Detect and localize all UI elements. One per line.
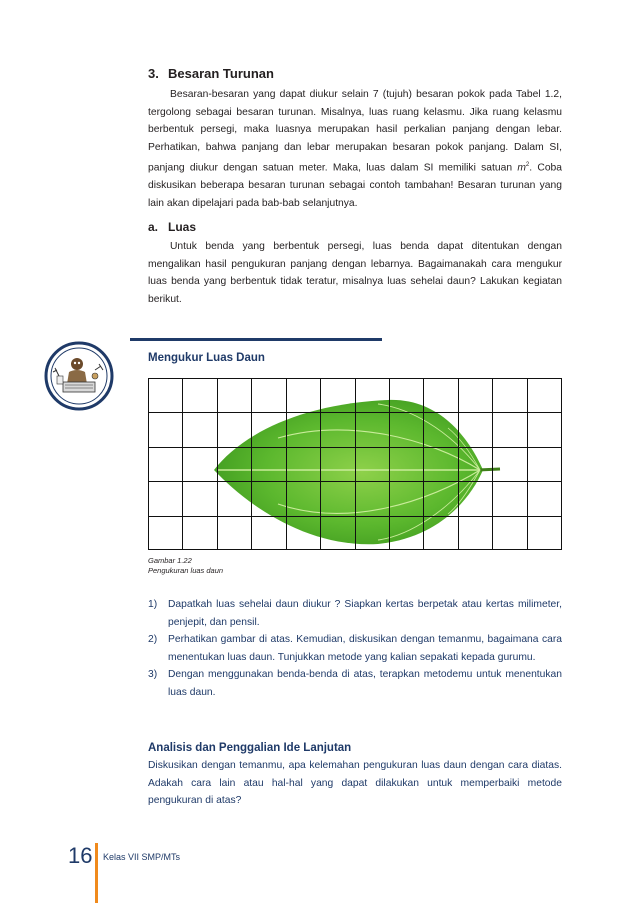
step-text: Dapatkah luas sehelai daun diukur ? Siapkan kertas berpetak atau kertas milimeter, penjepit, dan pensil. [168,599,562,628]
step-number: 3) [148,669,158,680]
list-item [148,666,562,701]
section-paragraph-text-2: . Coba diskusikan beberapa besaran turunan sebagai contoh tambahan! Besaran turunan yang lain akan dipelajari pada bab-bab selanjutnya. [148,162,562,209]
unit-exponent: 2 [525,161,530,168]
leaf-on-grid-image [148,378,562,550]
step-number: 1) [148,599,158,610]
analysis-title: Analisis dan Penggalian Ide Lanjutan [148,742,352,754]
subsection-title: Luas [168,220,197,234]
section-paragraph [148,86,562,212]
leaf-grid-figure [148,378,562,550]
section-title: Besaran Turunan [168,66,274,81]
subsection-paragraph-text: Untuk benda yang berbentuk persegi, luas benda dapat ditentukan dengan mengalikan hasil pengukuran panjang dengan lebarnya. Bagaimanakah cara mengukur luas benda yang berbentuk tidak teratur, misalnya luas sehelai daun? Lakukan kegiatan berikut. [148,241,562,306]
activity-title: Mengukur Luas Daun [148,352,265,364]
figure-caption-text: Pengukuran luas daun [148,566,224,575]
list-item [148,596,562,631]
unit-m: m [517,162,526,174]
step-text: Perhatikan gambar di atas. Kemudian, diskusikan dengan temanmu, bagaimana cara menentukan luas daun. Tunjukkan metode yang kalian sepakati kepada gurumu. [168,634,562,663]
subsection-paragraph [148,238,562,309]
step-text: Dengan menggunakan benda-benda di atas, terapkan metodemu untuk menentukan luas daun. [168,669,562,698]
footer-book-title: Kelas VII SMP/MTs [103,852,181,862]
list-item [148,631,562,666]
figure-caption-number: Gambar 1.22 [148,556,192,565]
activity-steps [148,596,562,701]
footer-accent-bar [95,843,98,903]
scientist-icon [43,340,115,412]
section-number: 3. [148,66,159,81]
page-number: 16 [68,843,93,868]
subsection-number: a. [148,220,159,234]
subsection-heading [148,220,196,234]
analysis-paragraph: Diskusikan dengan temanmu, apa kelemahan pengukuran luas daun dengan cara diatas. Adakah cara lain atau hal-hal yang dapat dilakukan untuk memperbaiki metode pengukuran di atas? [148,760,562,807]
activity-logo [43,340,115,412]
figure-caption [148,556,223,576]
step-number: 2) [148,634,158,645]
section-paragraph-text-1: Besaran-besaran yang dapat diukur selain 7 (tujuh) besaran pokok pada Tabel 1.2, tergolong sebagai besaran turunan. Misalnya, luas ruang kelasmu. Jika ruang kelasmu berbentuk persegi, maka luasnya merupakan hasil perkalian panjang dengan lebar. Perhatikan, bahwa panjang dan lebar merupakan besaran pokok panjang. Dalam SI, panjang diukur dengan satuan meter. Maka, luas dalam SI memiliki satuan [148,89,562,174]
section-heading [148,66,274,81]
activity-divider [130,338,382,341]
